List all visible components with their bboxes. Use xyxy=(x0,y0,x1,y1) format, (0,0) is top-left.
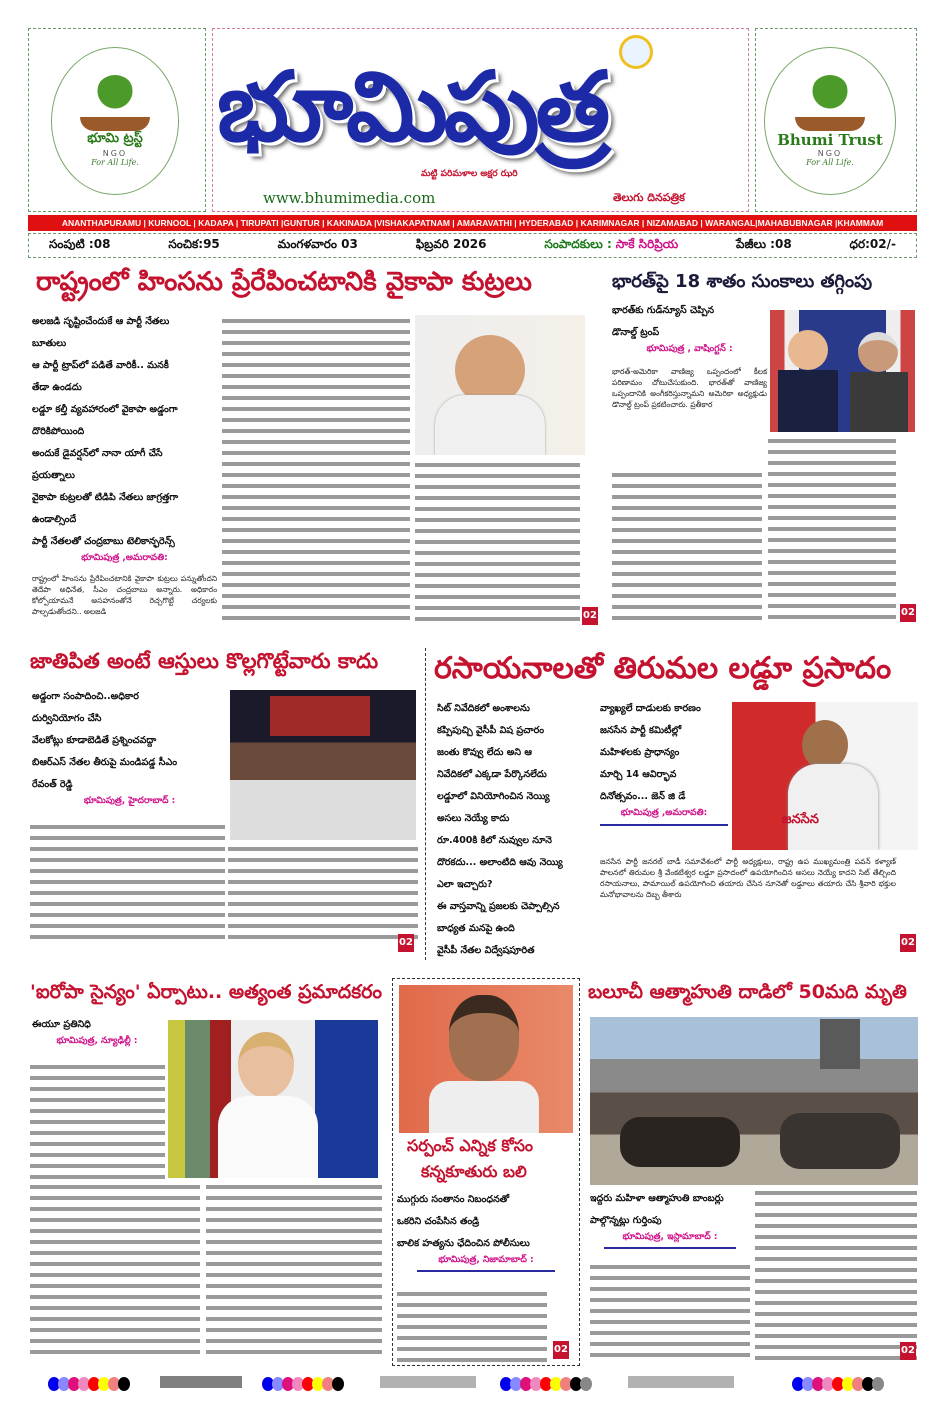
subtitle: తెలుగు దినపత్రిక xyxy=(613,191,685,204)
page-badge[interactable]: 02 xyxy=(900,934,916,952)
subhead: బిఆర్ఎస్ నేతల తీరుపై మండిపడ్డ సీఎం xyxy=(32,757,178,768)
subhead: నివేదికలో ఎక్కడా పేర్కొనలేదు xyxy=(437,769,547,780)
editions-strip: ANANTHAPURAMU | KURNOOL | KADAPA | TIRUPATI |GUNTUR | KAKINADA |VISHAKAPATNAM | AMARAVATHI | HYDERABAD | KARIMNAGAR | NIZAMABAD | WARANGAL|MAHABUBNAGAR |KHAMMAM xyxy=(28,215,917,231)
color-dots xyxy=(500,1376,590,1395)
europe-body-text xyxy=(30,1182,200,1360)
subhead: అడ్డంగా సంపాదించి..అధికార xyxy=(32,691,139,702)
lead-body-text xyxy=(222,316,410,624)
baloch-body-text xyxy=(755,1188,917,1362)
father-body-text xyxy=(228,844,418,946)
europe-photo-eu-official xyxy=(168,1020,378,1178)
color-dots xyxy=(262,1376,342,1395)
tariff-headline[interactable]: భారత్‌పై 18 శాతం సుంకాలు తగ్గింపు xyxy=(612,271,873,292)
subhead: రేవంత్ రెడ్డి xyxy=(32,779,73,790)
father-subheads xyxy=(32,686,227,808)
color-dot xyxy=(872,1377,884,1391)
right-logo-box xyxy=(755,28,917,212)
subhead: ఒకరిని చంపేసిన తండ్రి xyxy=(397,1216,480,1227)
lead-photo-chandrababu xyxy=(415,315,585,455)
website-link[interactable]: www.bhumimedia.com xyxy=(263,189,436,207)
tagline: మట్టి పరిమళాల అక్షర ఝరి xyxy=(421,169,518,179)
editor xyxy=(544,237,678,254)
tariff-body-text xyxy=(768,436,896,624)
subhead: దొరకదు... అలాంటిది ఆవు నెయ్యి xyxy=(437,857,563,868)
hand-icon xyxy=(80,117,150,131)
sarpanch-story-box xyxy=(392,978,580,1366)
baloch-headline[interactable]: బలూచీ ఆత్మాహుతి దాడిలో 50మది మృతి xyxy=(588,981,907,1003)
laddu-headline[interactable]: రసాయనాలతో తిరుమల లడ్డూ ప్రసాదం xyxy=(434,651,892,686)
subhead: ముగ్గురు సంతానం నిబంధనతో xyxy=(397,1194,510,1205)
editor-label: సంపాదకులు : xyxy=(544,237,612,251)
sarpanch-headline-2[interactable]: కన్నకూతురు బలి xyxy=(421,1162,527,1181)
issue-info-bar xyxy=(28,233,917,258)
lead-subheads xyxy=(32,311,217,617)
tariff-body: భారత్-అమెరికా వాణిజ్య ఒప్పందంలో కీలక పరిణామం చోటుచేసుకుంది. భారత్‌తో వాణిజ్య ఒప్పందానికి అంగీకరిస్తున్నామని అమెరికా అధ్యక్షుడు డొనాల్డ్ ట్రంప్ ప్రకటించారు. ప్రతీకార xyxy=(612,367,767,409)
subhead: కప్పిపుచ్చి వైసీపీ విష ప్రచారం xyxy=(437,725,545,736)
subhead: డొనాల్డ్ ట్రంప్ xyxy=(612,327,660,338)
subhead: లడ్డూలో వినియోగించిన నెయ్యి xyxy=(437,791,550,802)
gray-bar xyxy=(160,1376,242,1388)
color-dots xyxy=(48,1376,128,1395)
page-badge[interactable]: 02 xyxy=(553,1341,569,1359)
sarpanch-body-text xyxy=(397,1289,547,1363)
subhead: బూతులు xyxy=(32,338,67,349)
gray-bar xyxy=(628,1376,734,1388)
subhead: సిట్ నివేదికలో అంశాలను xyxy=(437,703,530,714)
dateline: భూమిపుత్ర, ఇస్లామాబాద్ : xyxy=(604,1232,736,1249)
subhead: బాధ్యత మనపై ఉంది xyxy=(437,923,515,934)
tree-icon xyxy=(95,75,135,115)
europe-headline[interactable]: 'ఐరోపా సైన్యం' ఏర్పాటు.. అత్యంత ప్రమాదకరం xyxy=(30,981,383,1003)
father-photo-award-event xyxy=(230,690,416,840)
father-headline[interactable]: జాతిపిత అంటే ఆస్తులు కొల్లగొట్టేవారు కాదు xyxy=(30,649,379,673)
subhead: తేడా ఉండదు xyxy=(32,382,82,393)
subhead: పాల్గొన్నట్లు గుర్తింపు xyxy=(590,1215,662,1226)
dateline: భూమిపుత్ర, న్యూఢిల్లీ : xyxy=(56,1036,138,1046)
price: ధర:02/- xyxy=(849,237,896,251)
month-year: ఫిబ్రవరి 2026 xyxy=(415,237,487,251)
page-badge[interactable]: 02 xyxy=(900,1342,916,1360)
lead-headline[interactable]: రాష్ట్రంలో హింసను ప్రేరేపించటానికి వైకాపా కుట్రలు xyxy=(36,267,532,297)
color-dot xyxy=(118,1377,130,1391)
page-badge[interactable]: 02 xyxy=(398,934,414,952)
subhead: మహిళలకు ప్రాధాన్యం xyxy=(600,747,680,758)
subhead: ఆ పార్టీ ట్రాప్‌లో పడితే వారికీ.. మనకీ xyxy=(32,360,169,371)
page-badge[interactable]: 02 xyxy=(582,607,598,625)
father-body-text xyxy=(30,822,225,946)
subhead: ప్రయత్నాలు xyxy=(32,470,75,481)
logo-name: భూమి ట్రస్ట్ xyxy=(87,131,143,146)
masthead-title: భూమిపుత్ర xyxy=(217,51,607,163)
tariff-subheads xyxy=(612,300,767,410)
column-divider xyxy=(425,648,426,960)
day: మంగళవారం 03 xyxy=(277,237,358,251)
europe-body-text xyxy=(30,1062,165,1180)
left-logo-box xyxy=(28,28,206,212)
dateline: భూమిపుత్ర ,అమరావతి: xyxy=(600,808,728,826)
subhead: ఇద్దరు మహిళా ఆత్మాహుతి బాంబర్లు xyxy=(590,1193,724,1204)
subhead: జంతు కొవ్వు లేదు అని ఆ xyxy=(437,747,532,758)
subhead: ఉండాల్సిందే xyxy=(32,514,77,525)
subhead: బాలిక హత్యను ఛేదించిన పోలీసులు xyxy=(397,1238,530,1249)
tariff-photo-trump-modi xyxy=(770,310,915,432)
baloch-subheads xyxy=(590,1188,750,1249)
europe-subheads xyxy=(32,1014,162,1048)
color-dot xyxy=(580,1377,592,1391)
subhead: అలజడి సృష్టించేందుకే ఆ పార్టీ నేతలు xyxy=(32,316,170,327)
logo-ngo: NGO xyxy=(102,149,128,158)
issue: సంచిక:95 xyxy=(168,237,220,251)
masthead-box xyxy=(212,28,749,212)
tree-icon xyxy=(810,75,850,115)
dateline: భూమిపుత్ర, హైదరాబాద్ : xyxy=(83,796,176,806)
color-dots xyxy=(792,1376,882,1395)
dateline: భూమిపుత్ర, నిజామాబాద్ : xyxy=(417,1255,555,1272)
subhead: అందుకే డైవర్షన్‌లో నానా యాగీ చేసే xyxy=(32,448,163,459)
subhead: దుర్వినియోగం చేసి xyxy=(32,713,102,724)
photo-text: జనసేన xyxy=(782,812,819,827)
subhead: వైకాపా కుట్రలతో టిడిపి నేతలు జాగ్రత్తగా xyxy=(32,492,179,503)
subhead: లడ్డూ కల్తీ వ్యవహారంలో వైకాపా అడ్డంగా xyxy=(32,404,178,415)
subhead: వైసీపీ నేతల విద్వేషపూరిత xyxy=(437,945,535,956)
subhead: ఈ వాస్తవాన్ని ప్రజలకు చెప్పాల్సిన xyxy=(437,901,560,912)
tariff-body-text xyxy=(612,470,762,624)
laddu-photo-pawan-kalyan xyxy=(732,702,918,850)
europe-body-text xyxy=(206,1182,382,1360)
dateline: భూమిపుత్ర , వాషింగ్టన్ : xyxy=(646,344,733,354)
editor-name: సాకే సిరిప్రియ xyxy=(615,237,679,251)
logo-motto: For All Life. xyxy=(806,158,854,167)
laddu-body: జనసేన పార్టీ జనరల్ బాడీ సమావేశంలో పార్టీ అధ్యక్షులు, రాష్ట్ర ఉప ముఖ్యమంత్రి పవన్ కళ్యాణ్ పాలనలో తిరుమల శ్రీ వేంకటేశ్వర లడ్డూ ప్రసాదంలో ఉపయోగించిన అసలు నెయ్యే కాదని సిట్ తేల్చింది రసాయనాలు, పామాయిల్ ఉపయోగించి తయారు చేసిన నూనెతో లడ్డూలు తయారు చేసి శ్రీవారి భక్తుల మనోభావాలను దెబ్బ తీశారు xyxy=(600,857,896,899)
baloch-body-text xyxy=(590,1262,750,1362)
emblem-icon xyxy=(619,35,653,69)
bhumi-trust-logo-right xyxy=(764,47,896,195)
subhead: భారత్‌కు గుడ్‌న్యూస్ చెప్పిన xyxy=(612,305,715,316)
volume: సంపుటి :08 xyxy=(49,237,111,251)
dateline: భూమిపుత్ర ,అమరావతి: xyxy=(81,553,168,563)
page-badge[interactable]: 02 xyxy=(900,604,916,622)
subhead: ఈయూ ప్రతినిధి xyxy=(32,1019,91,1030)
laddu-subheads-b xyxy=(600,698,728,826)
subhead: రూ.400కి కిలో నువ్వుల నూనె xyxy=(437,835,552,846)
color-dot xyxy=(332,1377,344,1391)
subhead: అసలు నెయ్యే కాదు xyxy=(437,813,510,824)
registration-marks xyxy=(0,1376,945,1396)
logo-motto: For All Life. xyxy=(91,158,139,167)
subhead: పార్టీ నేతలతో చంద్రబాబు టెలికాన్ఫరెన్స్ xyxy=(32,536,175,547)
logo-name: Bhumi Trust xyxy=(777,131,883,149)
sarpanch-headline-1[interactable]: సర్పంచ్ ఎన్నిక కోసం xyxy=(407,1136,534,1155)
gray-bar xyxy=(380,1376,476,1388)
bhumi-trust-logo-left xyxy=(51,47,179,195)
baloch-photo-attack-site xyxy=(590,1017,918,1185)
sarpanch-photo-girl xyxy=(399,985,573,1133)
subhead: మార్చి 14 ఆవిర్భావ xyxy=(600,769,677,780)
subhead: వ్యాఖ్యలే దాడులకు కారణం xyxy=(600,703,701,714)
subhead: ఎలా ఇచ్చారు? xyxy=(437,879,493,890)
hand-icon xyxy=(795,117,865,131)
sarpanch-subheads xyxy=(397,1189,575,1272)
logo-ngo: NGO xyxy=(817,149,843,158)
lead-body-text xyxy=(415,460,580,625)
subhead: జనసేన పార్టీ కమిటీల్లో xyxy=(600,725,682,736)
subhead: దినోత్సవం... జెన్ జి డే xyxy=(600,791,686,802)
lead-body: రాష్ట్రంలో హింసను ప్రేరేపించటానికి వైకాపా కుట్రలు పన్నుతోందని తెదేపా అధినేత, సీఎం చంద్రబాబు అన్నారు. అధికారం కోల్పోయామనే అసహనంతోనే రెచ్చగొట్టే చర్యలకు పాల్పడుతోందని.. అలజడి xyxy=(32,574,217,616)
subhead: వేలకోట్లు కూడాబెడితే ప్రశ్నించవద్దా xyxy=(32,735,157,746)
laddu-subheads-a xyxy=(437,698,597,962)
subhead: దొరికిపోయింది xyxy=(32,426,85,437)
pages: పేజీలు :08 xyxy=(736,237,792,251)
